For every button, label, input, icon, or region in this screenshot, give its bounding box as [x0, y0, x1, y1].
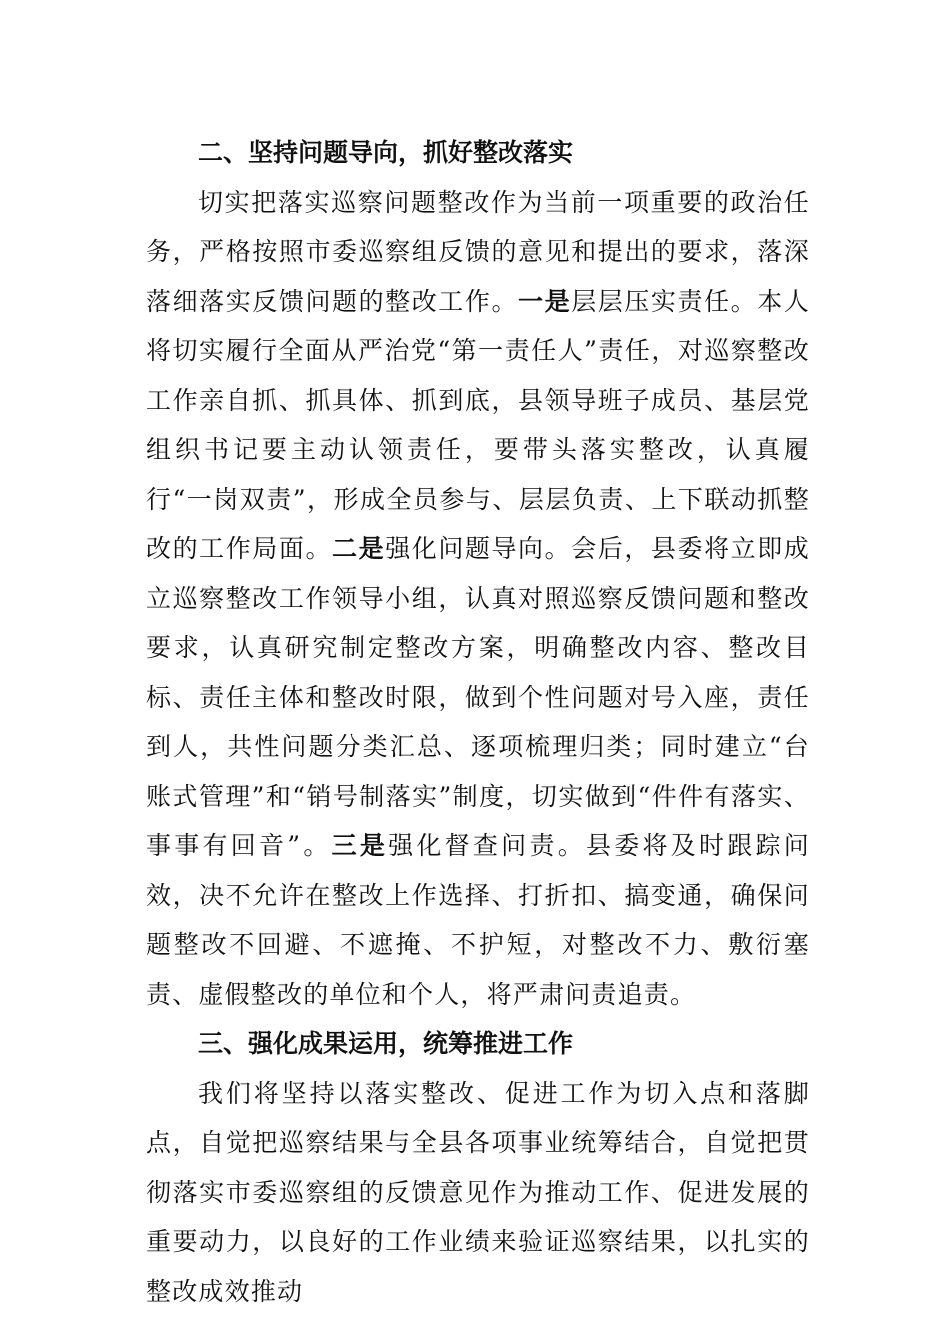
section-3-paragraph: 我们将坚持以落实整改、促进工作为切入点和落脚点，自觉把巡察结果与全县各项事业统筹结合，自觉把贯彻落实市委巡察组的反馈意见作为推动工作、促进发展的重要动力，以良好的工作业绩来验证巡察结果，以扎实的整改成效推动 — [146, 1078, 810, 1306]
point-2-text: 强化问题导向。会后，县委将立即成立巡察整改工作领导小组，认真对照巡察反馈问题和整改要求，认真研究制定整改方案，明确整改内容、整改目标、责任主体和整改时限，做到个性问题对号入座，责任到人，共性问题分类汇总、逐项梳理归类；同时建立“台账式管理”和“销号制落实”制度，切实做到“件件有落实、事事有回音”。 — [146, 534, 811, 860]
point-2-label: 二是 — [332, 534, 386, 563]
section-heading-2: 二、坚持问题导向，抓好整改落实 — [198, 138, 574, 167]
point-3-label: 三是 — [331, 831, 389, 860]
point-1-text: 层层压实责任。本人将切实履行全面从严治党“第一责任人”责任，对巡察整改工作亲自抓、抓具体、抓到底，县领导班子成员、基层党组织书记要主动认领责任，要带头落实整改，认真履行“一岗双责”，形成全员参与、层层负责、上下联动抓整改的工作局面。 — [146, 286, 810, 563]
section-2-intro: 切实把落实巡察问题整改作为当前一项重要的政治任务，严格按照市委巡察组反馈的意见和提出的要求，落深落细落实反馈问题的整改工作。 — [146, 187, 810, 316]
document-body — [146, 128, 810, 1316]
point-1-label: 一是 — [518, 286, 572, 316]
section-2-paragraph — [146, 178, 810, 1020]
point-3-text: 强化督查问责。县委将及时跟踪问效，决不允许在整改上作选择、打折扣、搞变通，确保问题整改不回避、不遮掩、不护短，对整改不力、敷衍塞责、虚假整改的单位和个人，将严肃问责追责。 — [146, 831, 810, 1009]
section-heading-3: 三、强化成果运用，统筹推进工作 — [198, 1029, 574, 1058]
